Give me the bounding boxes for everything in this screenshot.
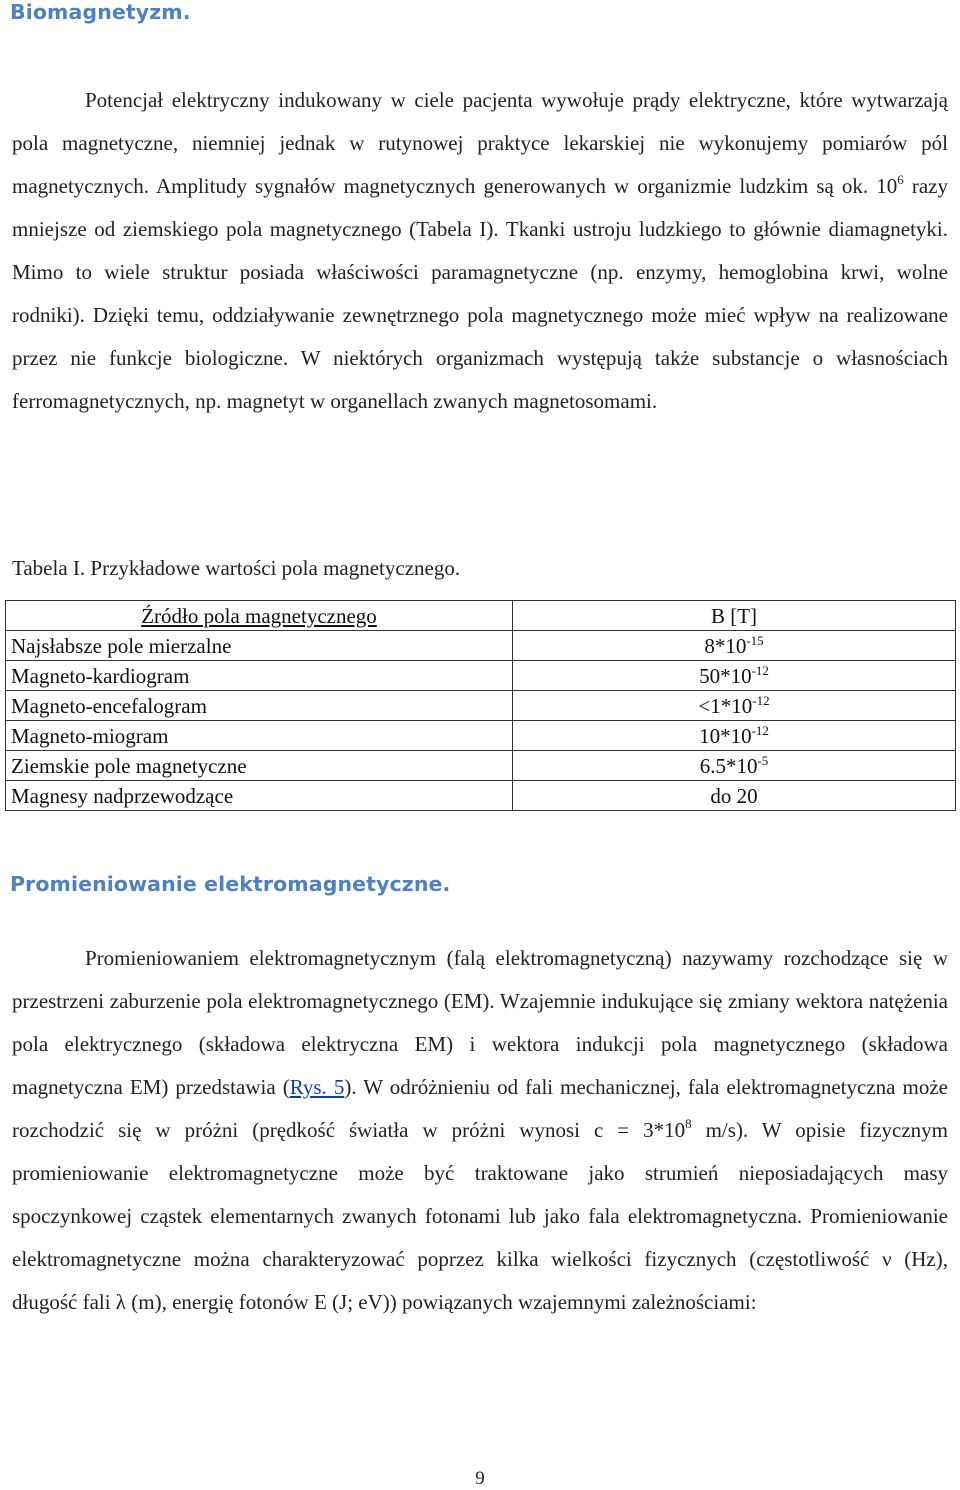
paragraph-text: m/s). W opisie fizycznym promieniowanie elektromagnetyczne może być traktowane jako strumień nieposiadających masy spoczynkowej cząstek elementarnych zwanych fotonami lub jako fala elektromagnetyczna. Promieniowanie elektromagnetyczne można charakteryzować poprzez kilka wielkości fizycznych (częstotliwość ν (Hz), długość fali λ (m), energię fotonów E (J; eV)) powiązanych wzajemnymi zależnościami:: [12, 1118, 949, 1314]
source-cell: Najsłabsze pole mierzalne: [6, 631, 513, 661]
value-cell: $50*10^{-12}$: [513, 661, 956, 691]
table-row: [6, 721, 956, 751]
value-cell: do 20: [513, 781, 956, 811]
source-cell: Magnesy nadprzewodzące: [6, 781, 513, 811]
source-cell: Magneto-encefalogram: [6, 691, 513, 721]
value-cell: $6.5*10^{-5}$: [513, 751, 956, 781]
figure-reference-link[interactable]: Rys. 5: [289, 1075, 345, 1099]
table-caption: Tabela I. Przykładowe wartości pola magnetycznego.: [12, 556, 461, 580]
column-header-source: Źródło pola magnetycznego: [6, 601, 513, 631]
exponent: 6: [897, 172, 904, 187]
magnetic-field-table: [5, 600, 956, 811]
paragraph-text: Promieniowaniem elektromagnetycznym (falą elektromagnetyczną) nazywamy rozchodzące się w przestrzeni zaburzenie pola elektromagnetycznego (EM). Wzajemnie indukujące się zmiany wektora natężenia pola elektrycznego (składowa elektryczna EM) i wektora indukcji pola magnetycznego (składowa magnetyczna EM) przedstawia (: [12, 946, 948, 1099]
table-row: [6, 631, 956, 661]
value-cell: $<1*10^{-12}$: [513, 691, 956, 721]
page-number: 9: [475, 1468, 485, 1489]
table-row: [6, 691, 956, 721]
table-row: [6, 781, 956, 811]
value-cell: $8*10^{-15}$: [513, 631, 956, 661]
paragraph-text: ). W odróżnieniu od fali mechanicznej, fala elektromagnetyczna może rozchodzić się w próżni (prędkość światła w próżni wynosi c = 3*10: [12, 1075, 948, 1142]
source-cell: Magneto-kardiogram: [6, 661, 513, 691]
column-header-b: B [T]: [513, 601, 956, 631]
source-cell: Ziemskie pole magnetyczne: [6, 751, 513, 781]
paragraph-text: Potencjał elektryczny indukowany w ciele pacjenta wywołuje prądy elektryczne, które wytwarzają pola magnetyczne, niemniej jednak w rutynowej praktyce lekarskiej nie wykonujemy pomiarów pól magnetycznych. Amplitudy sygnałów magnetycznych generowanych w organizmie ludzkim są ok. 10: [12, 88, 948, 198]
table-header-row: [6, 601, 956, 631]
section-heading-biomagnetism: Biomagnetyzm.: [10, 0, 191, 24]
section-heading-em-radiation: Promieniowanie elektromagnetyczne.: [10, 872, 451, 896]
table-row: [6, 751, 956, 781]
table-row: [6, 661, 956, 691]
paragraph-text: razy mniejsze od ziemskiego pola magnetycznego (Tabela I). Tkanki ustroju ludzkiego to głównie diamagnetyki. Mimo to wiele struktur posiada właściwości paramagnetyczne (np. enzymy, hemoglobina krwi, wolne rodniki). Dzięki temu, oddziaływanie zewnętrznego pola magnetycznego może mieć wpływ na realizowane przez nie funkcje biologiczne. W niektórych organizmach występują także substancje o własnościach ferromagnetycznych, np. magnetyt w organellach zwanych magnetosomami.: [12, 174, 949, 413]
paragraph-biomagnetism: [12, 79, 948, 423]
source-cell: Magneto-miogram: [6, 721, 513, 751]
exponent: 8: [685, 1116, 692, 1131]
paragraph-em-radiation: [12, 937, 948, 1324]
value-cell: $10*10^{-12}$: [513, 721, 956, 751]
